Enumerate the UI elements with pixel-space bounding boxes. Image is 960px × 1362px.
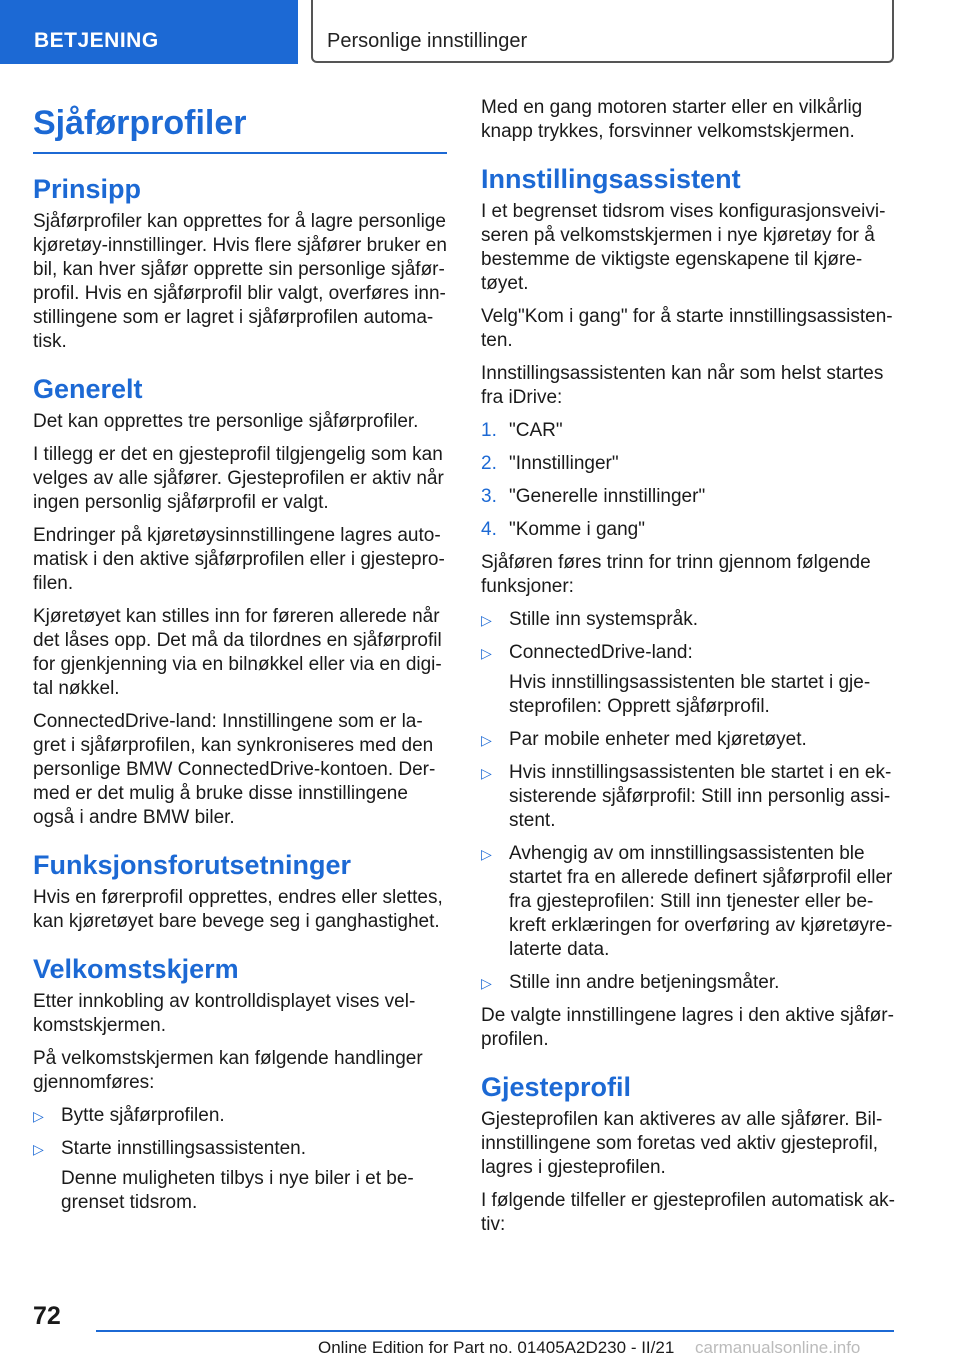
- numbered-step: [481, 485, 895, 509]
- step-text: "CAR": [509, 420, 563, 441]
- right-column: [481, 96, 895, 1246]
- heading-velkomstskjerm: Velkomstskjerm: [33, 954, 239, 984]
- triangle-bullet-icon: ▷: [481, 645, 492, 661]
- paragraph: Sjåførprofiler kan opprettes for å lagre personlige kjøretøy-innstillinger. Hvis flere sjåfører bruker en bil, kan hver sjåfør opprette sin personlige sjåfør-profil. Hvis en sjåførprofil blir valgt, overføres inn-stillingene som er lagret i sjåførprofilen automa-tisk.: [33, 211, 447, 352]
- paragraph: I følgende tilfeller er gjesteprofilen automatisk ak-tiv:: [481, 1190, 895, 1235]
- heading-innstillingsassistent: Innstillingsassistent: [481, 164, 741, 194]
- paragraph: Kjøretøyet kan stilles inn for føreren allerede når det låses opp. Det må da tilordnes en sjåførprofil for gjenkjenning via en bilnøkkel eller via en digi-tal nøkkel.: [33, 606, 442, 699]
- step-text: "Komme i gang": [509, 519, 645, 540]
- numbered-step: [481, 452, 895, 476]
- chapter-tab: [311, 0, 894, 63]
- heading-generelt: Generelt: [33, 374, 143, 404]
- bullet-text: Stille inn systemspråk.: [509, 609, 699, 630]
- bullet-item: [481, 641, 895, 719]
- paragraph: ConnectedDrive-land: Innstillingene som er la-gret i sjåførprofilen, kan synkroniseres med den personlige BMW ConnectedDrive-kontoen. Der-med er det mulig å bruke disse innstillingene også i andre BMW biler.: [33, 711, 436, 828]
- chapter-label: Personlige innstillinger: [327, 30, 528, 52]
- bullet-continuation: Hvis innstillingsassistenten ble startet i gje-steprofilen: Opprett sjåførprofil.: [509, 672, 871, 717]
- bullet-item: [33, 1104, 447, 1128]
- paragraph: I tillegg er det en gjesteprofil tilgjengelig som kan velges av alle sjåfører. Gjesteprofilen er aktiv når ingen personlig sjåførprofil er valgt.: [33, 444, 444, 513]
- paragraph: De valgte innstillingene lagres i den aktive sjåfør-profilen.: [481, 1005, 894, 1050]
- paragraph: Gjesteprofilen kan aktiveres av alle sjåfører. Bil-innstillingene som foretas ved aktiv gjesteprofil, lagres i gjesteprofilen.: [481, 1109, 883, 1178]
- triangle-bullet-icon: ▷: [481, 612, 492, 628]
- bullet-text: Stille inn andre betjeningsmåter.: [509, 972, 780, 993]
- paragraph: Endringer på kjøretøysinnstillingene lagres auto-matisk i den aktive sjåførprofilen eller i gjestepro-filen.: [33, 525, 445, 594]
- paragraph: Sjåføren føres trinn for trinn gjennom følgende funksjoner:: [481, 552, 871, 597]
- bullet-text: Starte innstillingsassistenten.: [61, 1138, 307, 1159]
- step-text: "Generelle innstillinger": [509, 486, 706, 507]
- bullet-text: Hvis innstillingsassistenten ble startet i en ek-sisterende sjåførprofil: Still inn personlig assi-stent.: [509, 762, 892, 831]
- section-label: BETJENING: [34, 29, 159, 52]
- numbered-step: [481, 419, 895, 443]
- step-text: "Innstillinger": [509, 453, 619, 474]
- paragraph: Etter innkobling av kontrolldisplayet vises vel-komstskjermen.: [33, 991, 416, 1036]
- bullet-item: [481, 971, 895, 995]
- paragraph: Med en gang motoren starter eller en vilkårlig knapp trykkes, forsvinner velkomstskjermen.: [481, 97, 863, 142]
- bullet-item: [33, 1137, 447, 1215]
- step-number: 4.: [481, 519, 497, 540]
- paragraph: Velg"Kom i gang" for å starte innstillingsassisten-ten.: [481, 306, 893, 351]
- paragraph: Hvis en førerprofil opprettes, endres eller slettes, kan kjøretøyet bare bevege seg i ganghastighet.: [33, 887, 443, 932]
- bullet-text: ConnectedDrive-land:: [509, 642, 693, 663]
- bullet-text: Avhengig av om innstillingsassistenten ble startet fra en allerede definert sjåførprofil eller fra gjesteprofilen: Still inn tjenester eller be-kreft erklæringen for overføring av kjøretøyre-laterte data.: [509, 843, 893, 960]
- heading-funksjonsforutsetninger: Funksjonsforutsetninger: [33, 850, 352, 880]
- triangle-bullet-icon: ▷: [481, 846, 492, 862]
- bullet-item: [481, 608, 895, 632]
- page-title: Sjåførprofiler: [33, 102, 447, 154]
- triangle-bullet-icon: ▷: [33, 1108, 44, 1124]
- bullet-item: [481, 761, 895, 833]
- bullet-item: [481, 728, 895, 752]
- triangle-bullet-icon: ▷: [481, 732, 492, 748]
- bullet-continuation: Denne muligheten tilbys i nye biler i et be-grenset tidsrom.: [61, 1168, 414, 1213]
- step-number: 3.: [481, 486, 497, 507]
- paragraph: Det kan opprettes tre personlige sjåførprofiler.: [33, 411, 419, 432]
- paragraph: Innstillingsassistenten kan når som helst startes fra iDrive:: [481, 363, 884, 408]
- bullet-text: Bytte sjåførprofilen.: [61, 1105, 225, 1126]
- paragraph: På velkomstskjermen kan følgende handlinger gjennomføres:: [33, 1048, 423, 1093]
- bullet-item: [481, 842, 895, 962]
- heading-gjesteprofil: Gjesteprofil: [481, 1072, 632, 1102]
- page-number: 72: [33, 1302, 61, 1330]
- heading-prinsipp: Prinsipp: [33, 174, 142, 204]
- bullet-text: Par mobile enheter med kjøretøyet.: [509, 729, 807, 750]
- triangle-bullet-icon: ▷: [481, 765, 492, 781]
- edition-note: Online Edition for Part no. 01405A2D230 - II/21: [318, 1338, 675, 1357]
- section-tab: [0, 0, 298, 64]
- footer-divider: [96, 1330, 894, 1332]
- left-column: [33, 96, 447, 1224]
- watermark: carmanualsonline.info: [695, 1338, 861, 1357]
- numbered-step: [481, 518, 895, 542]
- triangle-bullet-icon: ▷: [33, 1141, 44, 1157]
- step-number: 1.: [481, 420, 497, 441]
- triangle-bullet-icon: ▷: [481, 975, 492, 991]
- step-number: 2.: [481, 453, 497, 474]
- paragraph: I et begrenset tidsrom vises konfigurasjonsveivi-seren på velkomstskjermen i nye kjøretøy for å bestemme de viktigste egenskapene til kjøre-tøyet.: [481, 201, 886, 294]
